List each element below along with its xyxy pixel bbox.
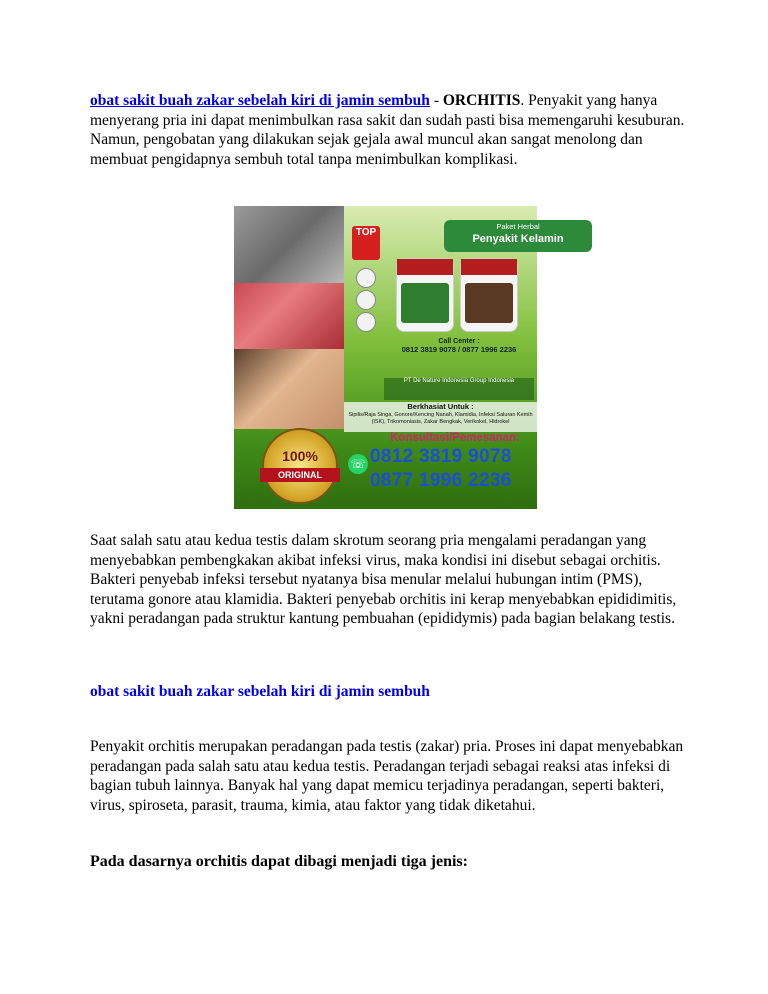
product-title-bubble — [444, 220, 592, 252]
product-title: Penyakit Kelamin — [472, 233, 564, 245]
product-jar-right — [460, 258, 518, 332]
top-quality-badge: TOP — [352, 226, 380, 260]
product-jar-left — [396, 258, 454, 332]
seal-percent: 100% — [282, 448, 318, 464]
certification-icon — [356, 268, 376, 288]
whatsapp-icon: ☏ — [348, 454, 368, 474]
heading-link[interactable]: obat sakit buah zakar sebelah kiri di jamin sembuh — [90, 683, 430, 700]
product-banner-image — [234, 206, 564, 509]
call-center — [384, 338, 534, 378]
consult-label: Konsultasi/Pemesanan: — [390, 432, 520, 444]
phone-number-2: 0877 1996 2236 — [370, 470, 512, 491]
subheading-types: Pada dasarnya orchitis dapat dibagi menjadi tiga jenis: — [90, 853, 468, 870]
symptom-photo-3 — [234, 349, 344, 429]
call-center-numbers: 0812 3819 9078 / 0877 1996 2236 — [401, 345, 517, 354]
paragraph-orchitis-causes: Penyakit orchitis merupakan peradangan pada testis (zakar) pria. Proses ini dapat menyebabkan peradangan pada salah satu atau kedua testis. Peradangan terjadi sebagai reaksi atas infeksi di bagian tubuh lainnya. Banyak hal yang dapat memicu terjadinya peradangan, seperti bakteri, virus, spiroseta, parasit, trauma, kimia, atau faktor yang tidak diketahui. — [90, 738, 684, 814]
intro-paragraph — [90, 91, 690, 169]
intro-text: . Penyakit yang hanya menyerang pria ini dapat menimbulkan rasa sakit dan sudah pasti bisa memengaruhi kesuburan. Namun, pengobatan yang dilakukan sejak gejala awal muncul akan sangat menolong dan membuat pengidapnya sembuh total tanpa menimbulkan komplikasi. — [90, 92, 685, 168]
benefit-list: Sipilis/Raja Singa, Gonore/Kencing Nanah, Klamidia, Infeksi Saluran Kemih (ISK), Trikomoniasis, Zakar Bengkak, Verikokel, Hidrokel — [348, 412, 533, 425]
phone-number-1: 0812 3819 9078 — [370, 446, 512, 467]
seal-ribbon: ORIGINAL — [260, 468, 340, 482]
call-center-label: Call Center : — [438, 338, 480, 345]
symptom-photo-2 — [234, 283, 344, 349]
paket-label: Paket Herbal — [496, 222, 540, 231]
certification-icon — [356, 290, 376, 310]
intro-separator: - — [429, 92, 443, 109]
intro-bold-word: ORCHITIS — [442, 92, 521, 109]
intro-link[interactable]: obat sakit buah zakar sebelah kiri di jamin sembuh — [90, 92, 430, 109]
symptom-photo-1 — [234, 206, 344, 283]
paragraph-orchitis-definition: Saat salah satu atau kedua testis dalam skrotum seorang pria mengalami peradangan yang menyebabkan pembengkakan akibat infeksi virus, maka kondisi ini disebut sebagai orchitis. Bakteri penyebab infeksi tersebut nyatanya bisa menular melalui hubungan intim (PMS), terutama gonore atau klamidia. Bakteri penyebab orchitis ini kerap menyebabkan epididimitis, yakni peradangan pada struktur kantung pembuahan (epididymis) pada bagian belakang testis. — [90, 532, 677, 627]
benefit-box — [344, 402, 537, 432]
certification-icon — [356, 312, 376, 332]
original-seal — [262, 428, 338, 504]
company-name: PT De Nature Indonesia Group Indonesia — [384, 378, 534, 400]
benefit-title: Berkhasiat Untuk : — [407, 402, 474, 411]
